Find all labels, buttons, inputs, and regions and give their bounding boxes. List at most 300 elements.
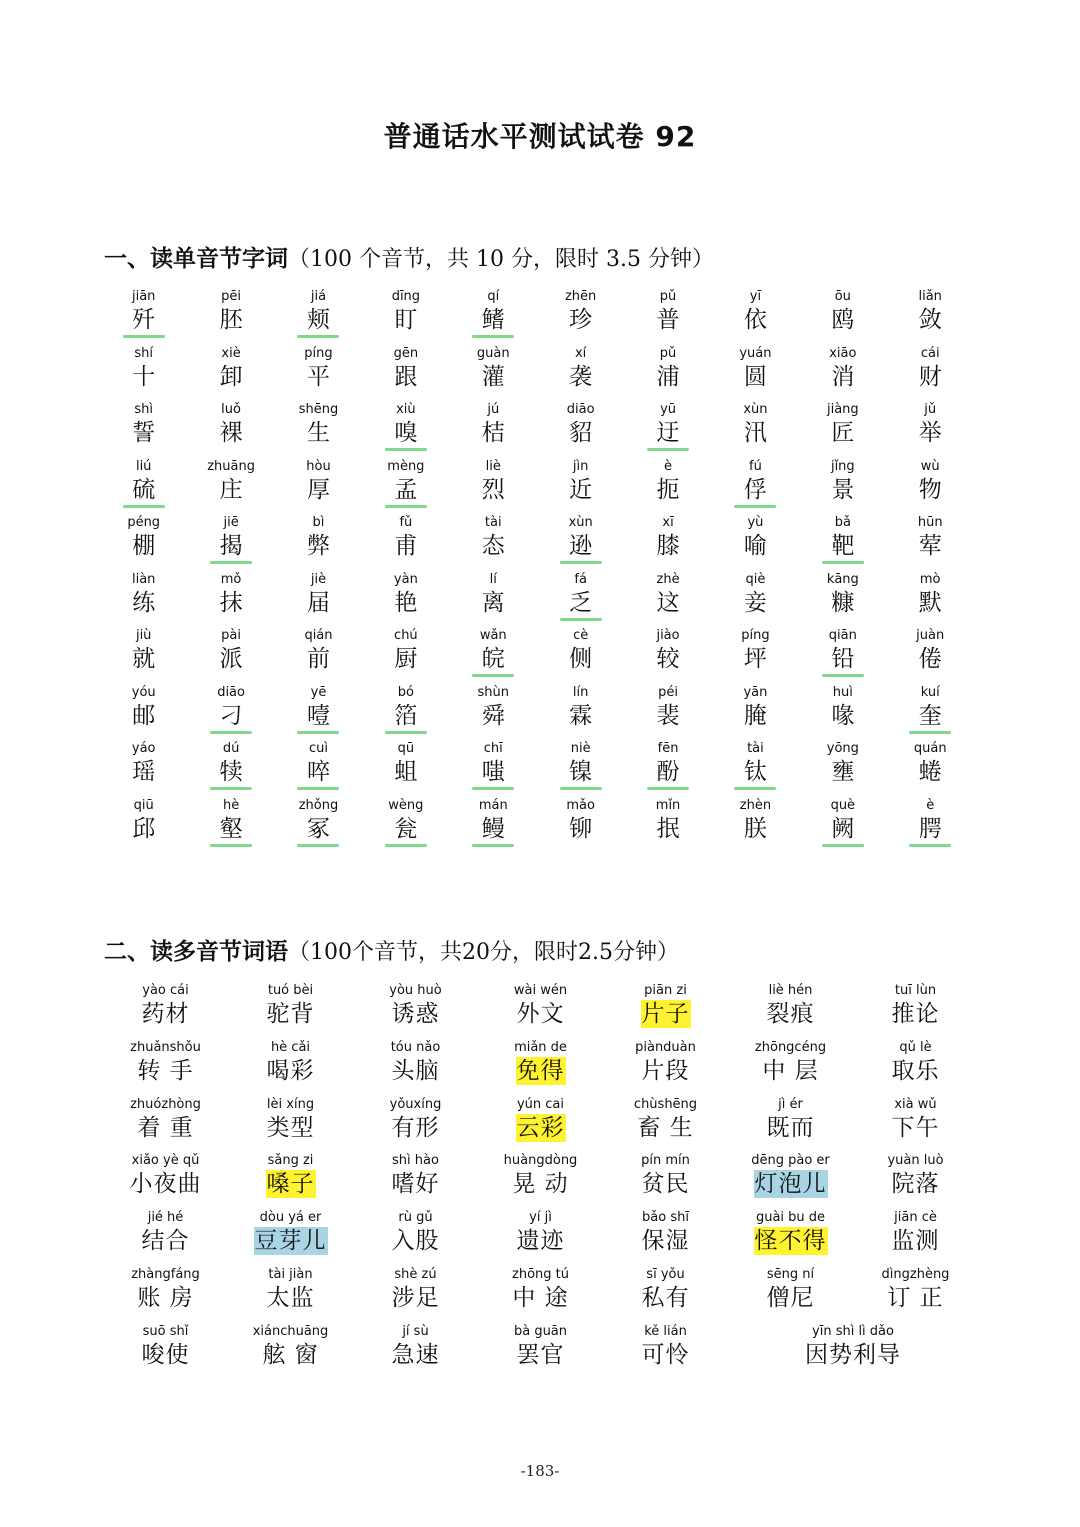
pinyin: huàngdòng [503, 1153, 578, 1169]
phrase-line [478, 1284, 603, 1312]
word-cell [362, 458, 449, 515]
phrase-line [853, 1057, 978, 1085]
pinyin: yōng [826, 741, 859, 756]
word-cell [275, 571, 362, 628]
phrase-cell [603, 1266, 728, 1323]
phrase-line [228, 1000, 353, 1028]
character: 壑 [219, 815, 243, 842]
pinyin: zhuǎnshǒu [130, 1039, 201, 1055]
word-cell [187, 345, 274, 402]
character: 壅 [831, 759, 855, 785]
word-cell [799, 514, 886, 571]
word-cell [712, 288, 799, 345]
phrase: 下午 [891, 1114, 940, 1141]
pinyin: chú [394, 628, 418, 643]
phrase: 有形 [391, 1114, 440, 1141]
character: 逊 [569, 533, 593, 559]
pinyin: jiàng [826, 402, 859, 417]
character: 妾 [743, 589, 767, 616]
word-cell [887, 740, 974, 797]
phrase-line [228, 1284, 353, 1312]
phrase-line [103, 1057, 228, 1085]
page-title: 普通话水平测试试卷 92 [383, 120, 697, 153]
phrase: 推论 [891, 1001, 940, 1027]
phrase-line [853, 1170, 978, 1198]
character: 练 [132, 589, 156, 616]
word-cell [624, 797, 711, 854]
phrase: 驼背 [266, 1001, 315, 1027]
character: 奎 [918, 702, 942, 729]
phrase-cell [478, 982, 603, 1039]
character: 较 [656, 646, 680, 672]
word-cell [887, 797, 974, 854]
phrase-cell [228, 1096, 353, 1153]
character: 膝 [656, 533, 680, 559]
word-cell [100, 288, 187, 345]
phrase-cell [603, 1323, 728, 1380]
pinyin: jiè [310, 571, 327, 587]
pinyin: tóu nǎo [390, 1039, 441, 1055]
pinyin: yuán [739, 345, 772, 361]
phrase-cell [228, 1209, 353, 1266]
phrase: 转 手 [137, 1057, 194, 1084]
pinyin: zhǒng [298, 797, 339, 813]
word-cell [450, 740, 537, 797]
pinyin: yē [310, 684, 327, 700]
phrase-line [103, 1284, 228, 1312]
character: 邱 [132, 815, 156, 842]
pinyin: jiá [310, 289, 327, 304]
phrase-cell [478, 1209, 603, 1266]
pinyin: shì hào [392, 1153, 439, 1169]
phrase: 订 正 [887, 1284, 944, 1311]
pinyin: shè zú [394, 1266, 437, 1282]
phrase-cell [728, 1266, 853, 1323]
phrase-line [353, 1227, 478, 1255]
character: 靶 [831, 533, 855, 559]
character: 邮 [132, 702, 156, 729]
phrase-cell [478, 1152, 603, 1209]
pinyin: tuó bèi [267, 983, 314, 998]
character: 瑶 [132, 759, 156, 785]
pinyin: liè [485, 458, 501, 474]
phrase: 急速 [391, 1341, 440, 1368]
pinyin: è [926, 797, 935, 813]
character: 甫 [394, 533, 418, 559]
phrase-line [353, 1341, 478, 1369]
character: 这 [656, 589, 680, 616]
pinyin: shí [134, 345, 153, 361]
phrase-line [478, 1341, 603, 1369]
pinyin: pēi [221, 289, 242, 304]
pinyin: shì [134, 402, 153, 417]
character: 硫 [132, 476, 156, 503]
phrase-cell [103, 1152, 228, 1209]
pinyin: bǎo shī [642, 1210, 689, 1226]
pinyin: jí sù [402, 1323, 429, 1339]
word-cell [100, 345, 187, 402]
phrase: 怪不得 [754, 1228, 827, 1255]
word-cell [362, 740, 449, 797]
word-cell [275, 514, 362, 571]
character: 弊 [306, 533, 330, 559]
word-cell [712, 740, 799, 797]
phrase: 中 途 [512, 1284, 569, 1311]
character: 胚 [219, 307, 243, 333]
pinyin: qiè [745, 571, 766, 587]
phrase-cell [478, 1266, 603, 1323]
word-cell [712, 571, 799, 628]
pinyin: tuī lùn [894, 983, 937, 998]
word-cell [187, 458, 274, 515]
word-cell [537, 571, 624, 628]
character: 普 [656, 307, 680, 333]
phrase-cell [228, 982, 353, 1039]
pinyin: guàn [476, 345, 510, 361]
word-cell [624, 401, 711, 458]
word-cell [624, 740, 711, 797]
section2-title: 二、读多音节词语 [104, 939, 288, 965]
phrase: 可怜 [641, 1341, 690, 1368]
pinyin: jìn [572, 458, 589, 474]
character: 鳗 [481, 815, 505, 842]
pinyin: hè cǎi [270, 1039, 311, 1055]
word-cell [624, 458, 711, 515]
phrase-cell [103, 1323, 228, 1380]
pinyin: mò [919, 571, 941, 587]
pinyin: cái [920, 345, 940, 361]
pinyin: píng [741, 628, 770, 643]
word-cell [187, 740, 274, 797]
pinyin: juàn [916, 628, 945, 643]
phrase-cell [103, 1266, 228, 1323]
phrase: 因势利导 [805, 1341, 901, 1368]
word-cell [100, 740, 187, 797]
character: 抿 [656, 815, 680, 842]
word-cell [275, 288, 362, 345]
character: 歼 [132, 307, 156, 333]
word-cell [712, 627, 799, 684]
phrase-cell [853, 1096, 978, 1153]
character: 裴 [656, 702, 680, 729]
phrase-cell [353, 1152, 478, 1209]
character: 扼 [656, 476, 680, 503]
phrase-line [728, 1170, 853, 1198]
pinyin: jiù [135, 628, 152, 643]
pinyin: cuì [308, 741, 328, 756]
word-cell [537, 345, 624, 402]
word-cell [799, 797, 886, 854]
phrase-cell [728, 1096, 853, 1153]
character: 厨 [394, 646, 418, 672]
word-cell [887, 345, 974, 402]
phrase-line [728, 1000, 853, 1028]
pinyin: wù [920, 458, 940, 474]
pinyin: jì ér [778, 1096, 803, 1112]
character: 糠 [831, 589, 855, 616]
pinyin: kāng [826, 571, 859, 587]
phrase: 涉足 [391, 1284, 440, 1311]
character: 袭 [569, 363, 593, 390]
character: 侧 [569, 646, 593, 672]
pinyin: dìngzhèng [881, 1266, 950, 1282]
phrase-line [603, 1000, 728, 1028]
word-cell [712, 684, 799, 741]
phrase-cell [603, 1096, 728, 1153]
pinyin: liú [135, 458, 152, 474]
pinyin: wài wén [513, 983, 568, 998]
phrase-cell [478, 1039, 603, 1096]
word-cell [100, 514, 187, 571]
phrase-cell [103, 1209, 228, 1266]
character: 庄 [219, 476, 243, 503]
pinyin: luǒ [221, 402, 241, 417]
character: 前 [306, 646, 330, 672]
character: 鳍 [481, 307, 505, 333]
word-cell [100, 684, 187, 741]
pinyin: diāo [566, 402, 595, 417]
character: 跟 [394, 363, 418, 390]
pinyin: qiū [133, 797, 154, 813]
phrase-line [603, 1057, 728, 1085]
phrase-line [103, 1114, 228, 1142]
character: 派 [219, 646, 243, 672]
pinyin: yáo [131, 741, 156, 756]
pinyin: rù gǔ [398, 1210, 433, 1226]
phrase-line [478, 1057, 603, 1085]
word-cell [450, 345, 537, 402]
phrase-line [478, 1170, 603, 1198]
word-cell [887, 458, 974, 515]
phrase: 遗迹 [516, 1228, 565, 1255]
character: 圆 [743, 363, 767, 390]
pinyin: mán [478, 797, 508, 813]
word-cell [362, 345, 449, 402]
phrase: 结合 [141, 1228, 190, 1255]
pinyin: bà guān [513, 1323, 568, 1339]
pinyin: guài bu de [755, 1210, 826, 1226]
phrase-cell [853, 1266, 978, 1323]
phrase: 诱惑 [391, 1001, 440, 1027]
character: 冢 [306, 815, 330, 842]
phrase-cell [228, 1152, 353, 1209]
pinyin: yào cái [142, 983, 189, 998]
character: 箔 [394, 702, 418, 729]
pinyin: è [664, 458, 673, 474]
character: 厚 [306, 476, 330, 503]
character: 浦 [656, 363, 680, 390]
phrase-line [228, 1341, 353, 1369]
character: 消 [831, 363, 855, 390]
character: 俘 [743, 476, 767, 503]
phrase-cell [603, 1039, 728, 1096]
character: 态 [481, 533, 505, 559]
pinyin: piànduàn [635, 1039, 696, 1055]
pinyin: fēn [657, 741, 679, 756]
phrase: 私有 [641, 1284, 690, 1311]
word-cell [799, 740, 886, 797]
word-cell [712, 345, 799, 402]
phrase-line [228, 1227, 353, 1255]
character: 貂 [569, 420, 593, 446]
character: 蛆 [394, 759, 418, 785]
pinyin: xiè [221, 345, 241, 361]
pinyin: pài [221, 628, 241, 643]
pinyin: jiē [223, 515, 239, 530]
pinyin: lí [489, 571, 497, 587]
phrase-line [353, 1057, 478, 1085]
phrase-line [728, 1284, 853, 1312]
pinyin: sǎng zi [267, 1153, 314, 1169]
pinyin: qiān [828, 628, 857, 643]
word-cell [187, 684, 274, 741]
word-cell [275, 345, 362, 402]
character: 舜 [481, 702, 505, 729]
pinyin: pín mín [641, 1153, 690, 1169]
word-cell [275, 627, 362, 684]
pinyin: mǒ [220, 571, 242, 587]
character: 就 [132, 646, 156, 672]
pinyin: què [830, 797, 856, 813]
phrase: 云彩 [516, 1114, 565, 1141]
multi-syllable-grid [103, 982, 978, 1380]
phrase: 片子 [641, 1001, 690, 1027]
phrase: 裂痕 [766, 1001, 815, 1027]
pinyin: pǔ [659, 345, 677, 361]
word-cell [624, 571, 711, 628]
character: 刁 [219, 702, 243, 729]
phrase-cell [228, 1039, 353, 1096]
word-cell [362, 684, 449, 741]
pinyin: diāo [217, 684, 245, 700]
word-cell [100, 458, 187, 515]
pinyin: yòu huò [389, 983, 442, 998]
word-cell [450, 401, 537, 458]
phrase-line [478, 1227, 603, 1255]
phrase-cell [728, 1039, 853, 1096]
character: 平 [306, 363, 330, 390]
phrase-line [603, 1284, 728, 1312]
pinyin: yuàn luò [887, 1153, 944, 1169]
word-cell [187, 627, 274, 684]
character: 皖 [481, 646, 505, 672]
pinyin: sī yǒu [646, 1266, 685, 1282]
phrase-cell [353, 1096, 478, 1153]
character: 财 [918, 363, 942, 390]
word-cell [450, 514, 537, 571]
pinyin: yīn shì lì dǎo [812, 1323, 894, 1339]
phrase-cell [353, 982, 478, 1039]
word-cell [537, 458, 624, 515]
pinyin: xùn [568, 515, 593, 530]
character: 盯 [394, 307, 418, 333]
pinyin: miǎn de [514, 1039, 567, 1055]
pinyin: xiāo [829, 345, 857, 361]
word-cell [100, 571, 187, 628]
character: 烈 [481, 476, 505, 503]
character: 迂 [656, 420, 680, 446]
phrase-cell [353, 1039, 478, 1096]
pinyin: jú [487, 402, 500, 417]
pinyin: qǔ lè [899, 1039, 932, 1055]
phrase-cell [728, 1152, 853, 1209]
phrase-line [728, 1227, 853, 1255]
pinyin: lèi xíng [266, 1096, 315, 1112]
phrase-cell [353, 1209, 478, 1266]
word-cell [537, 401, 624, 458]
phrase-cell [728, 982, 853, 1039]
word-cell [362, 627, 449, 684]
pinyin: mǎo [566, 797, 595, 813]
pinyin: fǔ [399, 515, 413, 530]
character: 景 [831, 476, 855, 503]
phrase: 贫民 [641, 1171, 690, 1198]
character: 匠 [831, 420, 855, 446]
pinyin: tài [484, 515, 502, 530]
phrase: 灯泡儿 [754, 1171, 827, 1198]
character: 裸 [219, 420, 243, 446]
phrase-cell [603, 1209, 728, 1266]
pinyin: hūn [917, 515, 943, 530]
pinyin: zhuāng [207, 458, 255, 474]
character: 酚 [656, 759, 680, 785]
pinyin: píng [304, 345, 333, 361]
phrase-cell [603, 982, 728, 1039]
character: 举 [918, 420, 942, 446]
word-cell [100, 401, 187, 458]
phrase: 豆芽儿 [254, 1228, 327, 1255]
word-cell [537, 288, 624, 345]
section1-heading [104, 240, 714, 273]
pinyin: dú [222, 741, 240, 756]
pinyin: lín [572, 684, 589, 700]
pinyin: shēng [298, 402, 339, 417]
pinyin: jiān [131, 289, 156, 304]
phrase: 保湿 [641, 1228, 690, 1255]
word-cell [712, 458, 799, 515]
pinyin: qí [487, 289, 500, 304]
pinyin: yān [743, 684, 768, 700]
character: 生 [306, 420, 330, 446]
word-cell [362, 401, 449, 458]
word-cell [187, 401, 274, 458]
character: 鸥 [831, 307, 855, 333]
word-cell [887, 571, 974, 628]
character: 桔 [481, 420, 505, 446]
word-cell [450, 458, 537, 515]
phrase-cell [853, 982, 978, 1039]
pinyin: péng [127, 515, 161, 530]
character: 阙 [831, 815, 855, 842]
pinyin: bì [312, 515, 325, 530]
word-cell [187, 288, 274, 345]
phrase: 入股 [391, 1228, 440, 1255]
pinyin: yàn [393, 571, 418, 587]
pinyin: xùn [743, 402, 768, 417]
pinyin: xiánchuāng [252, 1323, 329, 1339]
phrase-line [478, 1114, 603, 1142]
character: 卸 [219, 363, 243, 390]
section1-title: 一、读单音节字词 [104, 246, 288, 272]
character: 十 [132, 363, 156, 390]
phrase-line [603, 1114, 728, 1142]
pinyin: pǔ [659, 289, 677, 304]
pinyin: jié hé [147, 1210, 184, 1226]
pinyin: mǐn [655, 797, 681, 813]
pinyin: hòu [306, 458, 331, 474]
character: 坪 [743, 646, 767, 672]
word-cell [450, 571, 537, 628]
